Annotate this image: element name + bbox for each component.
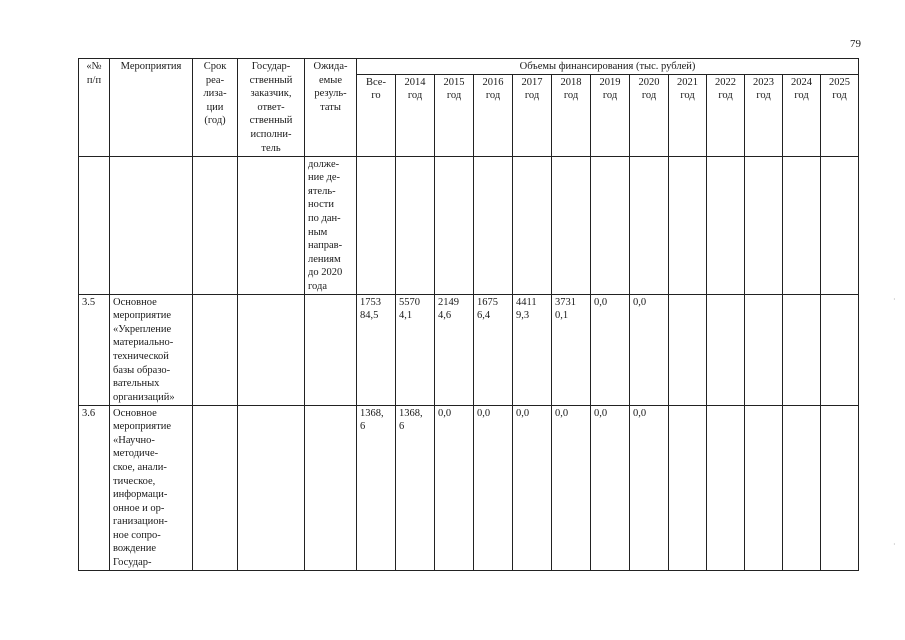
financing-table <box>78 58 859 571</box>
cell-term <box>193 294 238 405</box>
cell-value-10 <box>745 294 783 405</box>
cell-value-11 <box>783 156 821 294</box>
cell-event: Основное мероприятие «Научно- методиче- ское, анали- тическое, информаци- онное и ор- ганизацион- ное сопро- вождение Государ- <box>110 405 193 570</box>
cell-customer <box>238 156 305 294</box>
cell-value-1: 5570 4,1 <box>396 294 435 405</box>
cell-value-10 <box>745 405 783 570</box>
cell-value-3: 1675 6,4 <box>474 294 513 405</box>
cell-value-1 <box>396 156 435 294</box>
edge-mark: · <box>893 540 896 549</box>
cell-value-8 <box>669 294 707 405</box>
cell-value-8 <box>669 156 707 294</box>
cell-value-3 <box>474 156 513 294</box>
cell-value-2: 0,0 <box>435 405 474 570</box>
cell-num: 3.6 <box>79 405 110 570</box>
cell-value-12 <box>821 405 859 570</box>
header-year-11: 2024 год <box>783 74 821 156</box>
cell-value-5: 3731 0,1 <box>552 294 591 405</box>
cell-value-0 <box>357 156 396 294</box>
cell-value-10 <box>745 156 783 294</box>
header-customer: Государ- ственный заказчик, ответ- ственный исполни- тель <box>238 59 305 157</box>
cell-value-12 <box>821 156 859 294</box>
cell-event <box>110 156 193 294</box>
header-year-12: 2025 год <box>821 74 859 156</box>
financing-table-wrapper <box>78 58 859 571</box>
edge-mark: · <box>893 295 896 304</box>
header-term: Срок реа- лиза- ции (год) <box>193 59 238 157</box>
cell-value-9 <box>707 405 745 570</box>
cell-value-5: 0,0 <box>552 405 591 570</box>
cell-event: Основное мероприятие «Укрепление материально- технической базы образо- вательных организаций» <box>110 294 193 405</box>
cell-value-6: 0,0 <box>591 405 630 570</box>
header-year-10: 2023 год <box>745 74 783 156</box>
cell-value-4: 0,0 <box>513 405 552 570</box>
cell-num <box>79 156 110 294</box>
table-row <box>79 405 859 570</box>
cell-value-9 <box>707 294 745 405</box>
cell-value-4 <box>513 156 552 294</box>
header-num: «№ п/п <box>79 59 110 157</box>
header-year-6: 2019 год <box>591 74 630 156</box>
cell-customer <box>238 294 305 405</box>
cell-value-2 <box>435 156 474 294</box>
table-row <box>79 294 859 405</box>
cell-term <box>193 405 238 570</box>
header-event: Мероприятия <box>110 59 193 157</box>
cell-value-0: 1368, 6 <box>357 405 396 570</box>
cell-expected: должe- ние де- ятель- ности по дан- ным направ- лениям до 2020 года <box>305 156 357 294</box>
header-year-0: Все- го <box>357 74 396 156</box>
cell-expected <box>305 294 357 405</box>
cell-value-7 <box>630 156 669 294</box>
header-funding-title: Объемы финансирования (тыс. рублей) <box>357 59 859 75</box>
header-year-7: 2020 год <box>630 74 669 156</box>
cell-value-4: 4411 9,3 <box>513 294 552 405</box>
cell-value-12 <box>821 294 859 405</box>
cell-customer <box>238 405 305 570</box>
cell-value-7: 0,0 <box>630 405 669 570</box>
header-expected: Ожида- емые резуль- таты <box>305 59 357 157</box>
cell-value-11 <box>783 294 821 405</box>
table-row <box>79 156 859 294</box>
header-year-1: 2014 год <box>396 74 435 156</box>
cell-term <box>193 156 238 294</box>
cell-expected <box>305 405 357 570</box>
cell-value-7: 0,0 <box>630 294 669 405</box>
cell-value-5 <box>552 156 591 294</box>
cell-value-6 <box>591 156 630 294</box>
header-year-4: 2017 год <box>513 74 552 156</box>
header-year-5: 2018 год <box>552 74 591 156</box>
cell-value-8 <box>669 405 707 570</box>
header-year-8: 2021 год <box>669 74 707 156</box>
cell-num: 3.5 <box>79 294 110 405</box>
page-number: 79 <box>850 38 861 50</box>
header-year-9: 2022 год <box>707 74 745 156</box>
cell-value-3: 0,0 <box>474 405 513 570</box>
header-row-1 <box>79 59 859 75</box>
cell-value-0: 1753 84,5 <box>357 294 396 405</box>
cell-value-11 <box>783 405 821 570</box>
cell-value-1: 1368, 6 <box>396 405 435 570</box>
cell-value-6: 0,0 <box>591 294 630 405</box>
financing-table-body <box>79 59 859 571</box>
cell-value-9 <box>707 156 745 294</box>
cell-value-2: 2149 4,6 <box>435 294 474 405</box>
header-year-2: 2015 год <box>435 74 474 156</box>
header-year-3: 2016 год <box>474 74 513 156</box>
